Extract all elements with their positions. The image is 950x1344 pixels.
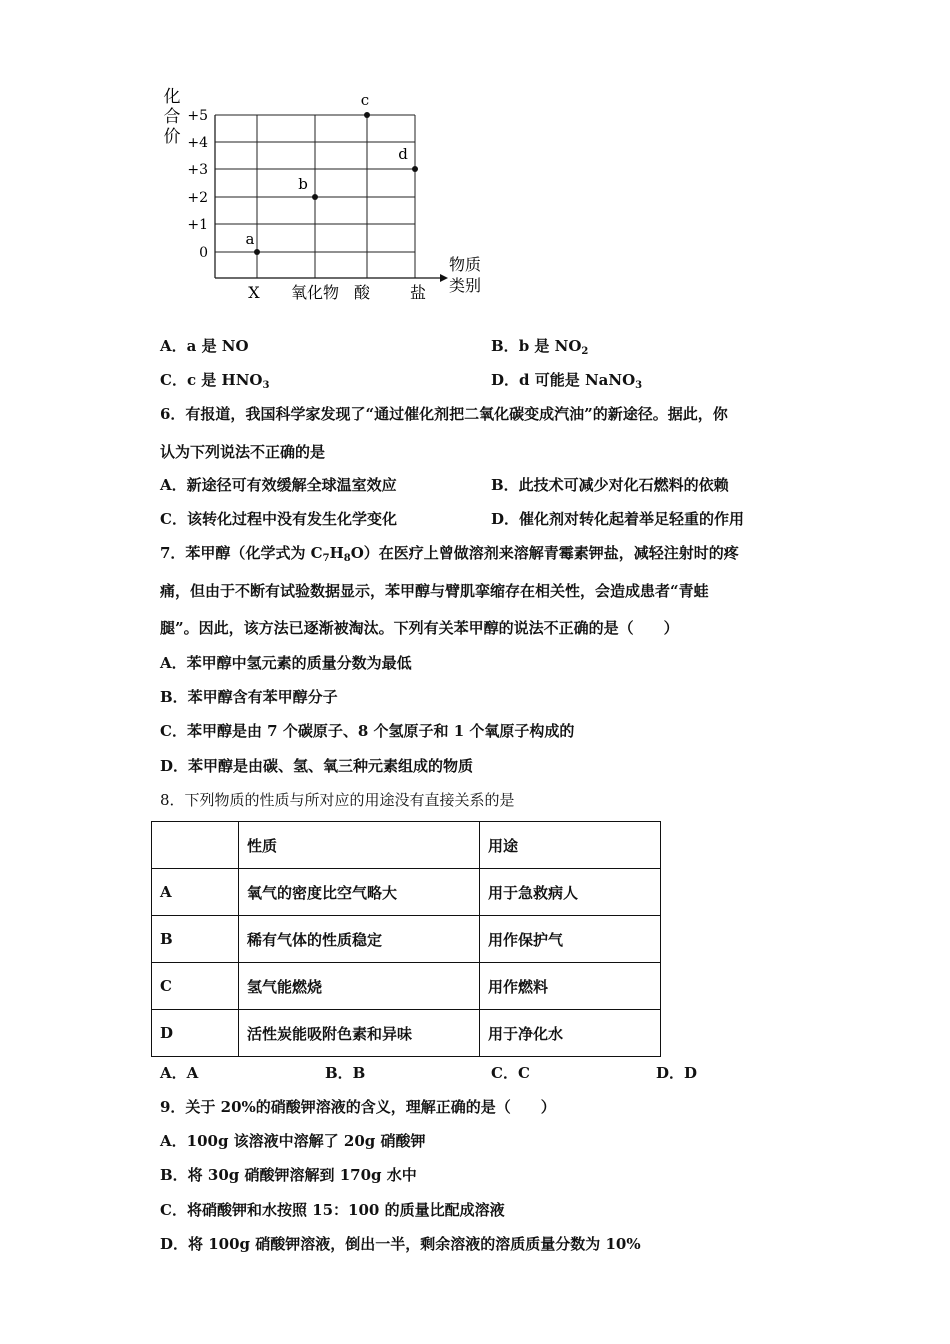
q5-option-d[interactable] [491, 370, 642, 390]
table-row [152, 916, 661, 963]
x-axis-title [449, 255, 481, 295]
option-text: c 是 HNO [186, 371, 263, 389]
table-header-cell: 性质 [239, 822, 480, 869]
subscript: 8 [343, 553, 351, 564]
q7-option-c[interactable]: C．苯甲醇是由 7 个碳原子、8 个氢原子和 1 个氧原子构成的 [160, 722, 575, 740]
y-tick-label: +2 [187, 190, 208, 206]
table-header-cell [152, 822, 239, 869]
q9-stem: 9．关于 20%的硝酸钾溶液的含义，理解正确的是（ ） [160, 1098, 556, 1116]
x-category-label: 氧化物 [290, 283, 340, 302]
subscript: 3 [262, 380, 270, 391]
table-cell: C [152, 963, 239, 1010]
q6-option-a[interactable]: A．新途径可有效缓解全球温室效应 [160, 476, 397, 494]
table-cell: B [152, 916, 239, 963]
x-category-labels [248, 283, 426, 302]
table-row [152, 869, 661, 916]
q5-option-c[interactable] [160, 370, 269, 390]
q6-stem-line1: 6．有报道，我国科学家发现了“通过催化剂把二氧化碳变成汽油”的新途径。据此，你 [160, 405, 728, 423]
data-point [364, 112, 370, 118]
q9-option-b[interactable]: B．将 30g 硝酸钾溶解到 170g 水中 [160, 1166, 417, 1184]
q7-option-d[interactable]: D．苯甲醇是由碳、氢、氧三种元素组成的物质 [160, 757, 474, 775]
y-tick-label: +1 [187, 217, 208, 233]
q8-table [151, 821, 661, 1057]
data-point [412, 166, 418, 172]
q7-formula-h: H [329, 544, 344, 562]
q8-stem: 8．下列物质的性质与所对应的用途没有直接关系的是 [160, 791, 515, 809]
q5-option-a[interactable] [160, 336, 249, 356]
data-point-label: a [245, 230, 255, 248]
y-axis-title-char: 化 [163, 87, 181, 107]
data-point-label: d [398, 145, 408, 163]
table-row [152, 1010, 661, 1057]
table-cell: 氢气能燃烧 [239, 963, 480, 1010]
table-cell: 用作燃料 [480, 963, 661, 1010]
q8-option-d[interactable]: D．D [656, 1064, 698, 1082]
option-letter: C． [160, 371, 187, 389]
y-axis-title-char: 价 [163, 127, 181, 147]
x-axis-title-line2: 类别 [448, 276, 482, 295]
q7-option-b[interactable]: B．苯甲醇含有苯甲醇分子 [160, 688, 338, 706]
q9-option-c[interactable]: C．将硝酸钾和水按照 15：100 的质量比配成溶液 [160, 1201, 505, 1219]
table-header-row [152, 822, 661, 869]
q7-option-a[interactable]: A．苯甲醇中氢元素的质量分数为最低 [160, 654, 412, 672]
subscript: 3 [635, 380, 643, 391]
y-tick-label: +4 [187, 135, 208, 151]
y-tick-label: 0 [199, 245, 208, 261]
y-tick-labels [187, 108, 208, 261]
valence-category-chart [0, 0, 950, 320]
q8-option-b[interactable]: B．B [325, 1064, 366, 1082]
q6-option-b[interactable]: B．此技术可减少对化石燃料的依赖 [491, 476, 729, 494]
table-cell: 稀有气体的性质稳定 [239, 916, 480, 963]
data-point-label: b [298, 175, 308, 193]
table-cell: 氧气的密度比空气略大 [239, 869, 480, 916]
subscript: 7 [322, 553, 330, 564]
q7-stem-text: O）在医疗上曾做溶剂来溶解青霉素钾盐，减轻注射时的疼 [350, 544, 739, 562]
x-category-label: 酸 [353, 283, 371, 302]
table-cell: 用于急救病人 [480, 869, 661, 916]
data-point-label: c [360, 91, 370, 109]
q6-option-d[interactable]: D．催化剂对转化起着举足轻重的作用 [491, 510, 745, 528]
q6-option-c[interactable]: C．该转化过程中没有发生化学变化 [160, 510, 397, 528]
x-category-label: 盐 [409, 283, 427, 302]
q5-option-b[interactable] [491, 336, 588, 356]
table-cell: 活性炭能吸附色素和异味 [239, 1010, 480, 1057]
q7-stem-line3: 腿”。因此，该方法已逐渐被淘汰。下列有关苯甲醇的说法不正确的是（ ） [160, 619, 679, 637]
y-axis-title-char: 合 [163, 107, 181, 127]
x-axis-title-line1: 物质 [448, 255, 482, 274]
q9-option-d[interactable]: D．将 100g 硝酸钾溶液，倒出一半，剩余溶液的溶质质量分数为 10% [160, 1235, 641, 1253]
option-text: b 是 NO [518, 337, 582, 355]
q6-stem-line2: 认为下列说法不正确的是 [160, 443, 326, 461]
table-cell: D [152, 1010, 239, 1057]
data-point [312, 194, 318, 200]
x-axis-arrowhead [440, 274, 448, 282]
y-tick-label: +5 [187, 108, 208, 124]
y-axis-title [164, 87, 181, 147]
option-text: d 可能是 NaNO [519, 371, 636, 389]
data-points [246, 91, 418, 255]
table-row [152, 963, 661, 1010]
q8-option-c[interactable]: C．C [491, 1064, 530, 1082]
table-cell: 用于净化水 [480, 1010, 661, 1057]
q9-option-a[interactable]: A．100g 该溶液中溶解了 20g 硝酸钾 [160, 1132, 426, 1150]
q7-stem-text: 7．苯甲醇（化学式为 C [160, 544, 323, 562]
table-header-cell: 用途 [480, 822, 661, 869]
option-letter: B． [491, 337, 519, 355]
y-tick-label: +3 [187, 162, 208, 178]
subscript: 2 [581, 346, 589, 357]
q7-stem-line1 [160, 543, 739, 563]
option-letter: A． [160, 337, 187, 355]
q7-stem-line2: 痛，但由于不断有试验数据显示，苯甲醇与臂肌挛缩存在相关性，会造成患者“青蛙 [160, 582, 709, 600]
option-text: a 是 NO [186, 337, 249, 355]
option-letter: D． [491, 371, 520, 389]
table-cell: A [152, 869, 239, 916]
q8-option-a[interactable]: A．A [160, 1064, 199, 1082]
x-category-label: X [248, 283, 260, 302]
table-cell: 用作保护气 [480, 916, 661, 963]
data-point [254, 249, 260, 255]
